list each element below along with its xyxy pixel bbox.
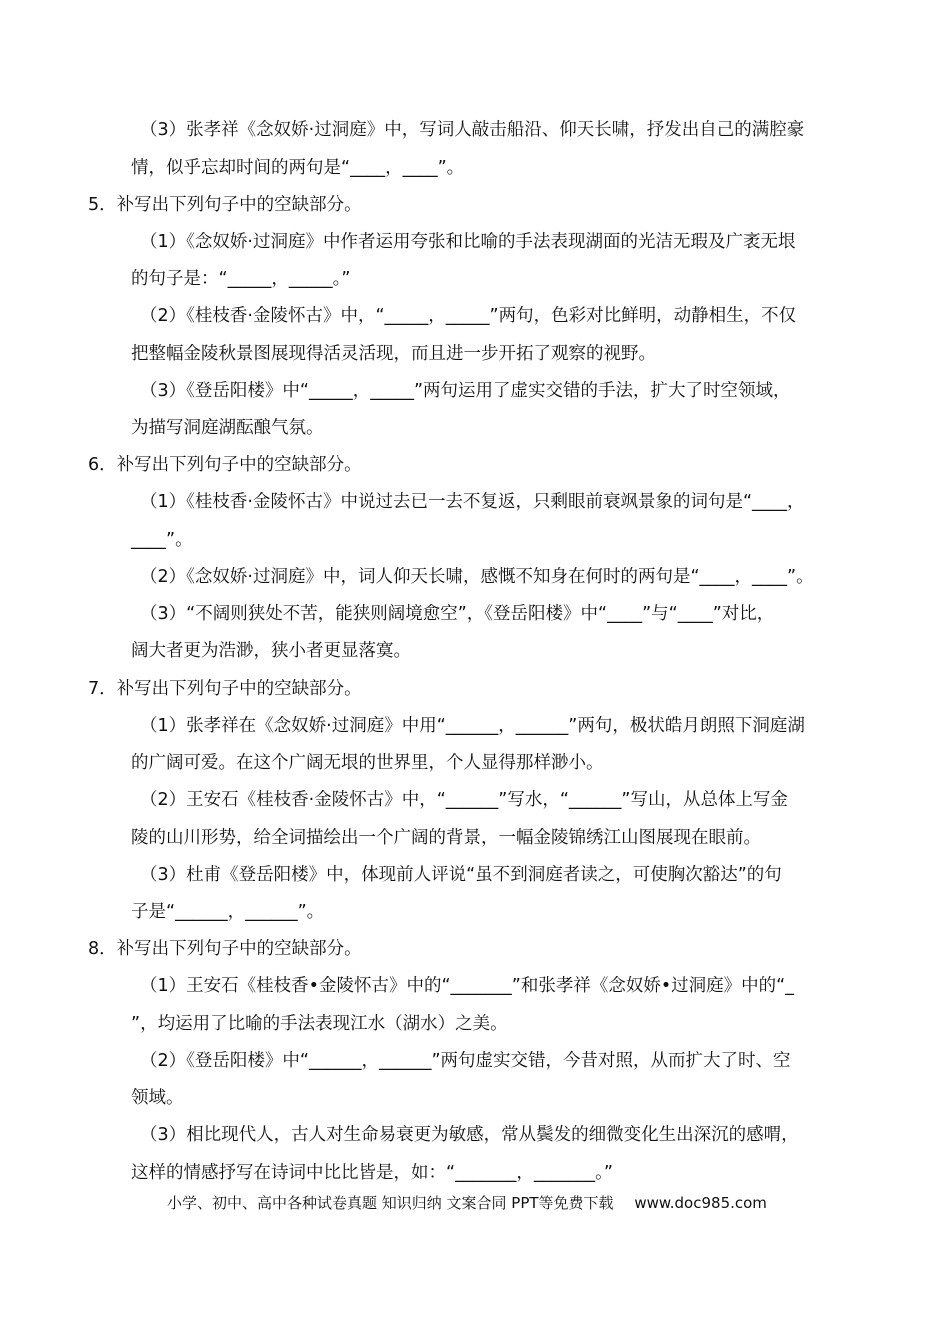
page-footer — [167, 1193, 767, 1213]
question-text-line: （3）张孝祥《念奴娇·过洞庭》中，写词人敲击船沿、仰天长啸，抒发出自己的满腔豪 — [140, 120, 805, 140]
footer-text: 小学、初中、高中各种试卷真题 知识归纳 文案合同 PPT等免费下载 — [167, 1194, 614, 1212]
footer-url[interactable]: www.doc985.com — [634, 1194, 767, 1212]
question-text-line: （1）《桂枝香·金陵怀古》中说过去已一去不复返，只剩眼前衰飒景象的词句是“____， — [140, 492, 805, 512]
question-text-line: （2）《登岳阳楼》中“______，______”两句虚实交错，今昔对照，从而扩大了时、空 — [140, 1051, 791, 1071]
question-text-line: 为描写洞庭湖酝酿气氛。 — [131, 418, 324, 438]
question-heading: 5．补写出下列句子中的空缺部分。 — [88, 195, 362, 215]
question-heading: 6．补写出下列句子中的空缺部分。 — [88, 455, 362, 475]
question-text-line: （1）《念奴娇·过洞庭》中作者运用夸张和比喻的手法表现湖面的光洁无瑕及广袤无垠 — [140, 232, 796, 252]
question-text-line: 的广阔可爱。在这个广阔无垠的世界里，个人显得那样渺小。 — [131, 753, 604, 773]
question-text-line: （3）“不阔则狭处不苦，能狭则阔境愈空”，《登岳阳楼》中“____”与“____”对比， — [140, 604, 775, 624]
question-text-line: 子是“______，______”。 — [131, 902, 325, 922]
question-text-line: （2）王安石《桂枝香·金陵怀古》中，“______”写水，“______”写山，从总体上写金 — [140, 790, 788, 810]
question-text-line: ____”。 — [131, 530, 193, 550]
question-text-line: （1）张孝祥在《念奴娇·过洞庭》中用“______，______”两句，极状皓月朗照下洞庭湖 — [140, 716, 805, 736]
question-text-line: 这样的情感抒写在诗词中比比皆是，如：“_______，_______。” — [131, 1163, 613, 1183]
question-text-line: ”，均运用了比喻的手法表现江水（湖水）之美。 — [131, 1014, 508, 1034]
question-heading: 8．补写出下列句子中的空缺部分。 — [88, 939, 362, 959]
question-text-line: （3）《登岳阳楼》中“_____，_____”两句运用了虚实交错的手法，扩大了时空领域， — [140, 381, 791, 401]
question-text-line: 的句子是：“_____，_____。” — [131, 269, 351, 289]
question-text-line: （1）王安石《桂枝香•金陵怀古》中的“_______”和张孝祥《念奴娇•过洞庭》中的“_ — [140, 976, 794, 996]
question-text-line: 阔大者更为浩渺，狭小者更显落寞。 — [131, 641, 411, 661]
question-text-line: 陵的山川形势，给全词描绘出一个广阔的背景，一幅金陵锦绣江山图展现在眼前。 — [131, 828, 761, 848]
question-text-line: （2）《桂枝香·金陵怀古》中，“_____，_____”两句，色彩对比鲜明，动静相生，不仅 — [140, 306, 797, 326]
question-text-line: 情，似乎忘却时间的两句是“____，____”。 — [131, 158, 465, 178]
question-text-line: 把整幅金陵秋景图展现得活灵活现，而且进一步开拓了观察的视野。 — [131, 344, 656, 364]
question-text-line: （3）相比现代人，古人对生命易衰更为敏感，常从鬓发的细微变化生出深沉的感喟， — [140, 1125, 799, 1145]
question-heading: 7．补写出下列句子中的空缺部分。 — [88, 679, 362, 699]
question-text-line: 领域。 — [131, 1088, 184, 1108]
question-text-line: （3）杜甫《登岳阳楼》中，体现前人评说“虽不到洞庭者读之，可使胸次豁达”的句 — [140, 865, 782, 885]
question-text-line: （2）《念奴娇·过洞庭》中，词人仰天长啸，感慨不知身在何时的两句是“____，____”。 — [140, 567, 814, 587]
